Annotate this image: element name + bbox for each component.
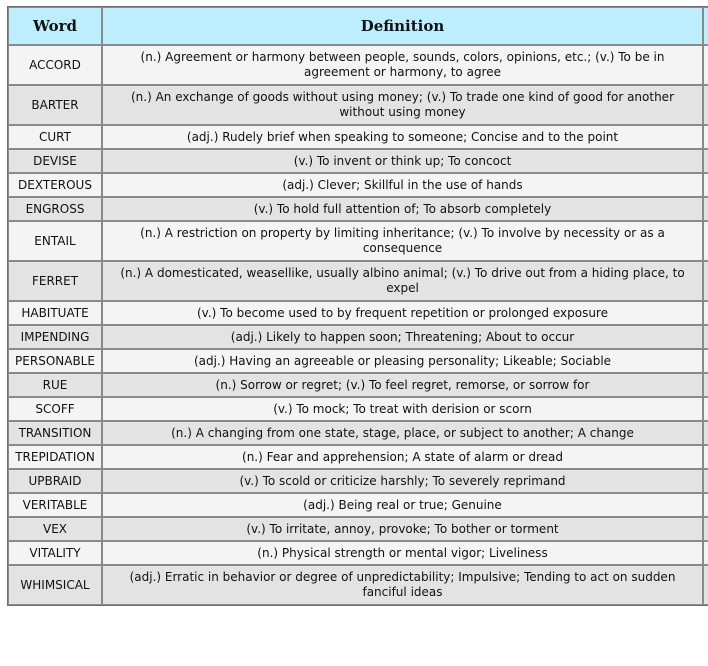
extra-cell xyxy=(703,125,708,149)
extra-cell xyxy=(703,221,708,261)
definition-cell: (n.) Sorrow or regret; (v.) To feel regret, remorse, or sorrow for xyxy=(102,373,703,397)
table-row xyxy=(8,85,708,125)
table-row xyxy=(8,221,708,261)
extra-cell xyxy=(703,149,708,173)
extra-cell xyxy=(703,469,708,493)
definition-cell: (adj.) Erratic in behavior or degree of unpredictability; Impulsive; Tending to act on sudden fanciful ideas xyxy=(102,565,703,605)
word-cell: UPBRAID xyxy=(8,469,102,493)
definition-cell: (adj.) Being real or true; Genuine xyxy=(102,493,703,517)
definition-cell: (adj.) Rudely brief when speaking to someone; Concise and to the point xyxy=(102,125,703,149)
definition-column-header: Definition xyxy=(102,7,703,45)
word-cell: DEVISE xyxy=(8,149,102,173)
table-row xyxy=(8,397,708,421)
definition-cell: (v.) To mock; To treat with derision or scorn xyxy=(102,397,703,421)
word-cell: FERRET xyxy=(8,261,102,301)
word-cell: ACCORD xyxy=(8,45,102,85)
word-cell: BARTER xyxy=(8,85,102,125)
extra-cell xyxy=(703,397,708,421)
table-row xyxy=(8,517,708,541)
extra-cell xyxy=(703,373,708,397)
word-cell: WHIMSICAL xyxy=(8,565,102,605)
extra-cell xyxy=(703,173,708,197)
table-row xyxy=(8,565,708,605)
extra-cell xyxy=(703,85,708,125)
definition-cell: (adj.) Likely to happen soon; Threatening; About to occur xyxy=(102,325,703,349)
word-cell: ENGROSS xyxy=(8,197,102,221)
table-row xyxy=(8,173,708,197)
extra-cell xyxy=(703,517,708,541)
definition-cell: (v.) To hold full attention of; To absorb completely xyxy=(102,197,703,221)
table-row xyxy=(8,261,708,301)
table-row xyxy=(8,149,708,173)
word-cell: RUE xyxy=(8,373,102,397)
extra-cell xyxy=(703,421,708,445)
extra-column-header xyxy=(703,7,708,45)
table-row xyxy=(8,469,708,493)
table-row xyxy=(8,301,708,325)
word-cell: TRANSITION xyxy=(8,421,102,445)
extra-cell xyxy=(703,45,708,85)
extra-cell xyxy=(703,565,708,605)
definition-cell: (n.) Fear and apprehension; A state of alarm or dread xyxy=(102,445,703,469)
table-row xyxy=(8,541,708,565)
extra-cell xyxy=(703,349,708,373)
extra-cell xyxy=(703,541,708,565)
definition-cell: (adj.) Having an agreeable or pleasing personality; Likeable; Sociable xyxy=(102,349,703,373)
word-column-header: Word xyxy=(8,7,102,45)
table-row xyxy=(8,197,708,221)
word-cell: TREPIDATION xyxy=(8,445,102,469)
definition-cell: (n.) A restriction on property by limiting inheritance; (v.) To involve by necessity or as a consequence xyxy=(102,221,703,261)
table-row xyxy=(8,325,708,349)
table-row xyxy=(8,349,708,373)
table-row xyxy=(8,125,708,149)
extra-cell xyxy=(703,325,708,349)
definition-cell: (v.) To invent or think up; To concoct xyxy=(102,149,703,173)
word-cell: VEX xyxy=(8,517,102,541)
word-cell: HABITUATE xyxy=(8,301,102,325)
word-cell: VERITABLE xyxy=(8,493,102,517)
word-cell: CURT xyxy=(8,125,102,149)
extra-cell xyxy=(703,445,708,469)
word-cell: IMPENDING xyxy=(8,325,102,349)
table-row xyxy=(8,421,708,445)
extra-cell xyxy=(703,261,708,301)
table-row xyxy=(8,445,708,469)
word-cell: DEXTEROUS xyxy=(8,173,102,197)
extra-cell xyxy=(703,301,708,325)
definition-cell: (adj.) Clever; Skillful in the use of hands xyxy=(102,173,703,197)
definition-cell: (n.) A domesticated, weasellike, usually albino animal; (v.) To drive out from a hiding place, to expel xyxy=(102,261,703,301)
extra-cell xyxy=(703,197,708,221)
extra-cell xyxy=(703,493,708,517)
vocabulary-table xyxy=(7,6,708,606)
table-row xyxy=(8,493,708,517)
word-cell: VITALITY xyxy=(8,541,102,565)
definition-cell: (n.) Agreement or harmony between people, sounds, colors, opinions, etc.; (v.) To be in agreement or harmony, to agree xyxy=(102,45,703,85)
definition-cell: (n.) A changing from one state, stage, place, or subject to another; A change xyxy=(102,421,703,445)
header-row xyxy=(8,7,708,45)
definition-cell: (n.) Physical strength or mental vigor; Liveliness xyxy=(102,541,703,565)
definition-cell: (v.) To irritate, annoy, provoke; To bother or torment xyxy=(102,517,703,541)
definition-cell: (v.) To become used to by frequent repetition or prolonged exposure xyxy=(102,301,703,325)
table-row xyxy=(8,45,708,85)
word-cell: SCOFF xyxy=(8,397,102,421)
word-cell: PERSONABLE xyxy=(8,349,102,373)
definition-cell: (n.) An exchange of goods without using money; (v.) To trade one kind of good for another without using money xyxy=(102,85,703,125)
definition-cell: (v.) To scold or criticize harshly; To severely reprimand xyxy=(102,469,703,493)
table-row xyxy=(8,373,708,397)
word-cell: ENTAIL xyxy=(8,221,102,261)
